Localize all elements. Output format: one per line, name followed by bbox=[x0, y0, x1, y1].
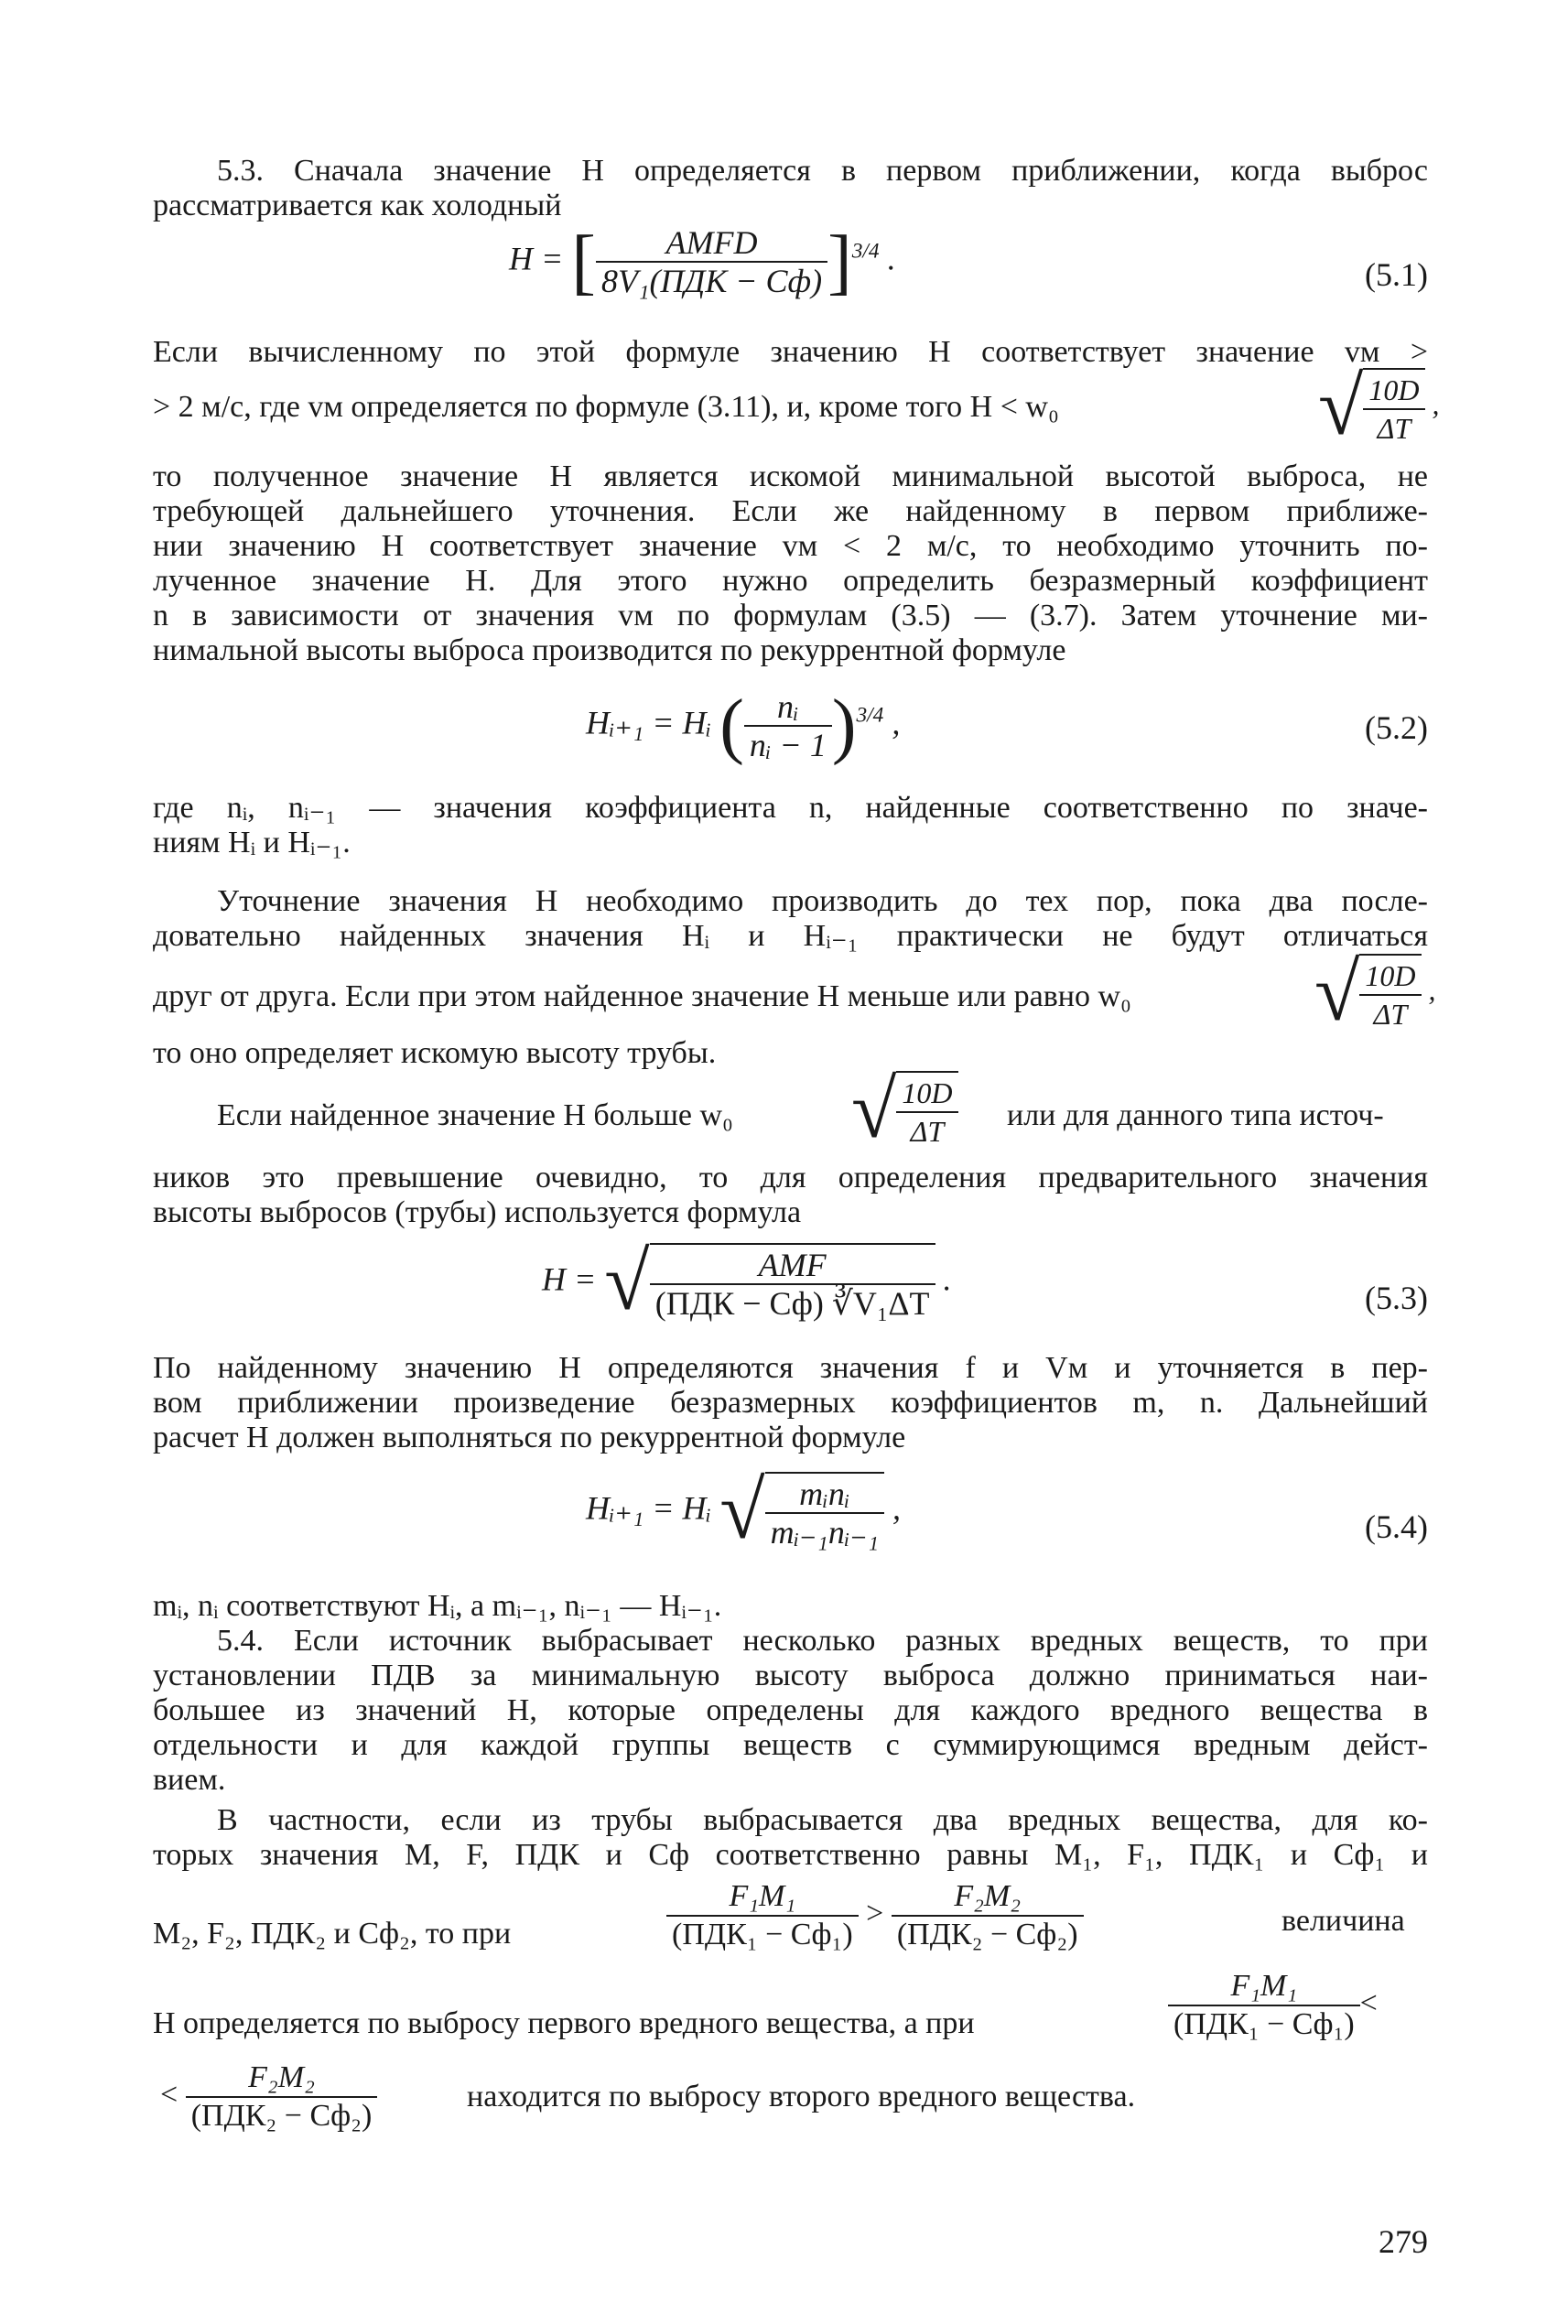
text-line: находится по выбросу второго вредного вещества. bbox=[467, 2080, 1136, 2113]
sqrt-expression: √ $\frac{10D}{\Delta T}$ , bbox=[1314, 947, 1436, 1038]
eq-numerator: AMFD bbox=[596, 224, 827, 263]
gt-sign: > bbox=[866, 1896, 884, 1930]
sqrt-num: 10D bbox=[1359, 957, 1421, 996]
equation-5-2: Hᵢ₊₁ = Hᵢ ( $\frac{\text{nᵢ}}{\text{nᵢ − 1}}$ )$^{3/4}$ , bbox=[586, 686, 901, 766]
frac-den: (ПДК₁ − Cф₁) bbox=[1173, 2007, 1355, 2041]
frac-den: (ПДК₁ − Cф₁) bbox=[672, 1918, 853, 1951]
equation-5-4: Hᵢ₊₁ = Hᵢ √ $\frac{\text{mᵢnᵢ}}{\text{mᵢ₋₁nᵢ₋₁}}$ , bbox=[586, 1465, 902, 1556]
text-line: рассматривается как холодный bbox=[153, 189, 562, 222]
eq-numerator: nᵢ bbox=[744, 688, 832, 727]
sqrt-den: ΔT bbox=[1373, 998, 1408, 1031]
eq-exponent: 3/4 bbox=[851, 239, 880, 264]
text-line: вом приближении произведение безразмерных коэффициентов m, n. Дальнейший bbox=[153, 1386, 1428, 1420]
text-line: торых значения M, F, ПДК и Cф соответственно равны M₁, F₁, ПДК₁ и Cф₁ и bbox=[153, 1838, 1428, 1872]
text-line: друг от друга. Если при этом найденное значение H меньше или равно w₀ bbox=[153, 979, 1131, 1013]
text-line: установлении ПДВ за минимальную высоту выброса должно приниматься наи- bbox=[153, 1659, 1428, 1692]
sqrt-den: ΔT bbox=[910, 1115, 945, 1148]
equation-number: (5.2) bbox=[1365, 709, 1428, 746]
frac-den: (ПДК₂ − Cф₂) bbox=[896, 1918, 1078, 1951]
text-line: n в зависимости от значения vм по формулам (3.5) — (3.7). Затем уточнение ми- bbox=[153, 599, 1428, 632]
text-line: > 2 м/с, где vм определяется по формуле (3.11), и, кроме того H < w₀ bbox=[153, 390, 1059, 424]
sqrt-expression: √ $\frac{10D}{\Delta T}$ , bbox=[1318, 362, 1440, 452]
text-line: величина bbox=[1281, 1904, 1405, 1938]
sqrt-den: ΔT bbox=[1377, 412, 1411, 445]
frac-num: F₂M₂ bbox=[892, 1878, 1084, 1917]
text-line: или для данного типа источ- bbox=[1007, 1098, 1384, 1132]
text-line: лученное значение H. Для этого нужно определить безразмерный коэффициент bbox=[153, 564, 1428, 598]
eq-denominator: 8V₁(ПДК − Cф) bbox=[600, 263, 823, 299]
text-line: 5.4. Если источник выбрасывает несколько разных вредных веществ, то при bbox=[217, 1624, 1428, 1658]
frac-num: F₁M₁ bbox=[666, 1878, 859, 1917]
eq-lhs: H = bbox=[542, 1260, 597, 1298]
text-line: Если найденное значение H больше w₀ bbox=[217, 1098, 733, 1132]
text-line: требующей дальнейшего уточнения. Если же найденному в первом приближе- bbox=[153, 494, 1428, 528]
text-line: то полученное значение H является искомой минимальной высотой выброса, не bbox=[153, 459, 1428, 493]
sqrt-num: 10D bbox=[896, 1075, 957, 1113]
inequality-3 bbox=[160, 2059, 377, 2135]
text-line: ников это превышение очевидно, то для определения предварительного значения bbox=[153, 1161, 1428, 1194]
frac-num: F₂M₂ bbox=[186, 2059, 378, 2098]
text-line: M₂, F₂, ПДК₂ и Cф₂, то при bbox=[153, 1917, 512, 1951]
lt-sign: < bbox=[1359, 1985, 1378, 2020]
text-line: ниям Hᵢ и Hᵢ₋₁. bbox=[153, 826, 351, 859]
equation-number: (5.4) bbox=[1365, 1508, 1428, 1545]
page-number: 279 bbox=[1379, 2223, 1428, 2260]
eq-exponent: 3/4 bbox=[856, 703, 884, 728]
text-line: где nᵢ, nᵢ₋₁ — значения коэффициента n, найденные соответственно по значе- bbox=[153, 791, 1428, 825]
frac-den: (ПДК₂ − Cф₂) bbox=[190, 2099, 373, 2133]
sqrt-expression: √ $\frac{10D}{\Delta T}$ bbox=[851, 1069, 958, 1151]
equation-number: (5.3) bbox=[1365, 1280, 1428, 1316]
eq-lhs: Hᵢ₊₁ = Hᵢ bbox=[586, 1489, 712, 1527]
text-line: H определяется по выбросу первого вредного вещества, а при bbox=[153, 2006, 975, 2040]
eq-denominator: mᵢ₋₁nᵢ₋₁ bbox=[770, 1514, 880, 1551]
text-line: отдельности и для каждой группы веществ с суммирующимся вредным дейст- bbox=[153, 1728, 1428, 1762]
text-line: довательно найденных значения Hᵢ и Hᵢ₋₁ практически не будут отличаться bbox=[153, 919, 1428, 953]
inequality-1 bbox=[666, 1878, 1084, 1953]
eq-denominator: (ПДК − Cф) ∛V₁ΔT bbox=[654, 1285, 930, 1322]
eq-lhs: Hᵢ₊₁ = Hᵢ bbox=[586, 704, 712, 741]
inequality-2 bbox=[1168, 1968, 1378, 2043]
sqrt-num: 10D bbox=[1363, 372, 1424, 410]
equation-number: (5.1) bbox=[1365, 256, 1428, 293]
text-line: нимальной высоты выброса производится по рекуррентной формуле bbox=[153, 633, 1066, 667]
text-line: По найденному значению H определяются значения f и Vм и уточняется в пер- bbox=[153, 1351, 1428, 1385]
eq-denominator: nᵢ − 1 bbox=[749, 727, 827, 763]
text-line: Если вычисленному по этой формуле значению H соответствует значение vм > bbox=[153, 335, 1428, 369]
text-line: Уточнение значения H необходимо производить до тех пор, пока два после- bbox=[217, 884, 1428, 918]
text-line: В частности, если из трубы выбрасывается два вредных вещества, для ко- bbox=[217, 1803, 1428, 1837]
frac-num: F₁M₁ bbox=[1168, 1968, 1360, 2006]
text-line: то оно определяет искомую высоту трубы. bbox=[153, 1036, 717, 1070]
eq-lhs: H = bbox=[509, 240, 564, 277]
text-line: высоты выбросов (трубы) используется формула bbox=[153, 1195, 802, 1229]
text-line: большее из значений H, которые определены для каждого вредного вещества в bbox=[153, 1693, 1428, 1727]
equation-5-3: H = √ $\frac{\text{AMF}}{\text{(ПДК − Cф) ∛V₁ΔT}}$ . bbox=[542, 1237, 952, 1327]
text-line: нии значению H соответствует значение vм < 2 м/с, то необходимо уточнить по- bbox=[153, 529, 1428, 563]
text-line: расчет H должен выполняться по рекуррентной формуле bbox=[153, 1421, 906, 1454]
eq-numerator: AMF bbox=[650, 1247, 935, 1285]
text-line: mᵢ, nᵢ соответствуют Hᵢ, а mᵢ₋₁, nᵢ₋₁ — Hᵢ₋₁. bbox=[153, 1589, 722, 1623]
equation-5-1: H = [ $\frac{\text{AMFD}}{\text{8V₁(ПДК − Cф)}}$ ]$^{3/4}$ . bbox=[509, 222, 896, 302]
lt-sign: < bbox=[160, 2077, 178, 2112]
text-line: 5.3. Сначала значение H определяется в первом приближении, когда выброс bbox=[217, 154, 1428, 188]
text-line: вием. bbox=[153, 1763, 226, 1797]
eq-numerator: mᵢnᵢ bbox=[765, 1475, 884, 1514]
